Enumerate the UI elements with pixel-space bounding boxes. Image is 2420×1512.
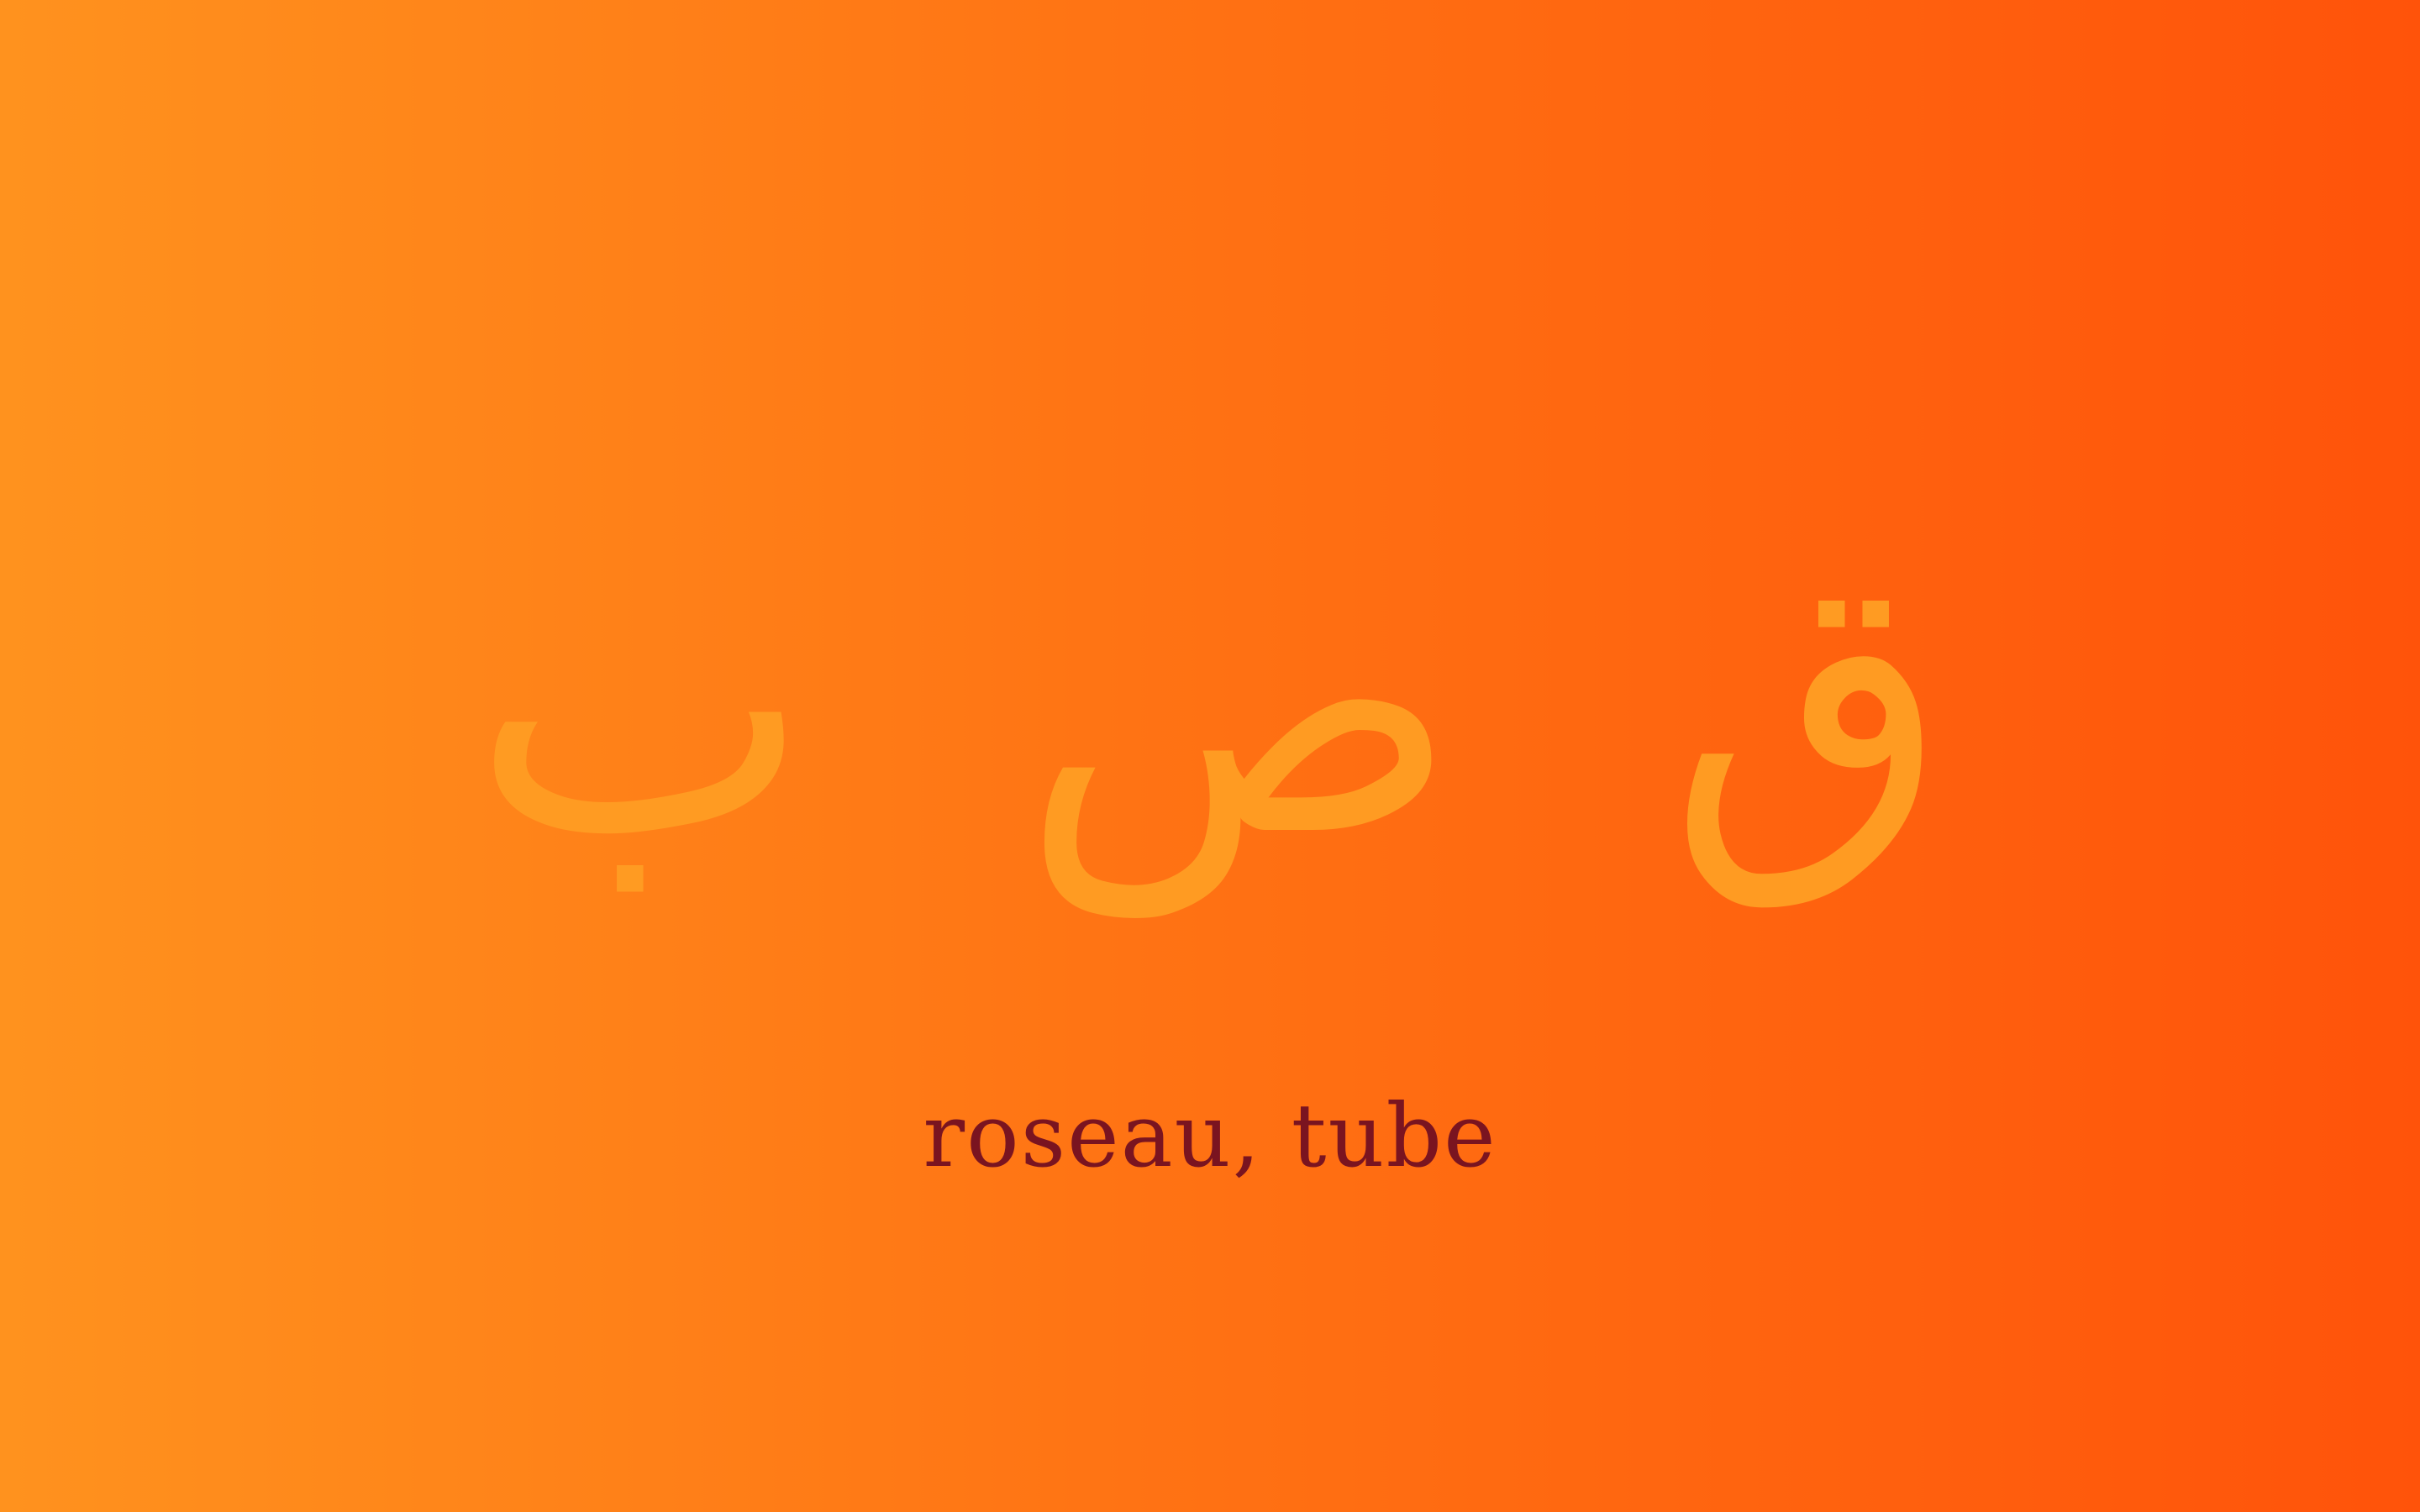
root-letter-qaf: ق (1668, 496, 1949, 916)
root-letter-ba: ب (471, 496, 812, 916)
root-letter-sad: ص (1021, 496, 1459, 916)
translation-text: roseau, tube (923, 1084, 1497, 1187)
arabic-root (0, 470, 2420, 941)
